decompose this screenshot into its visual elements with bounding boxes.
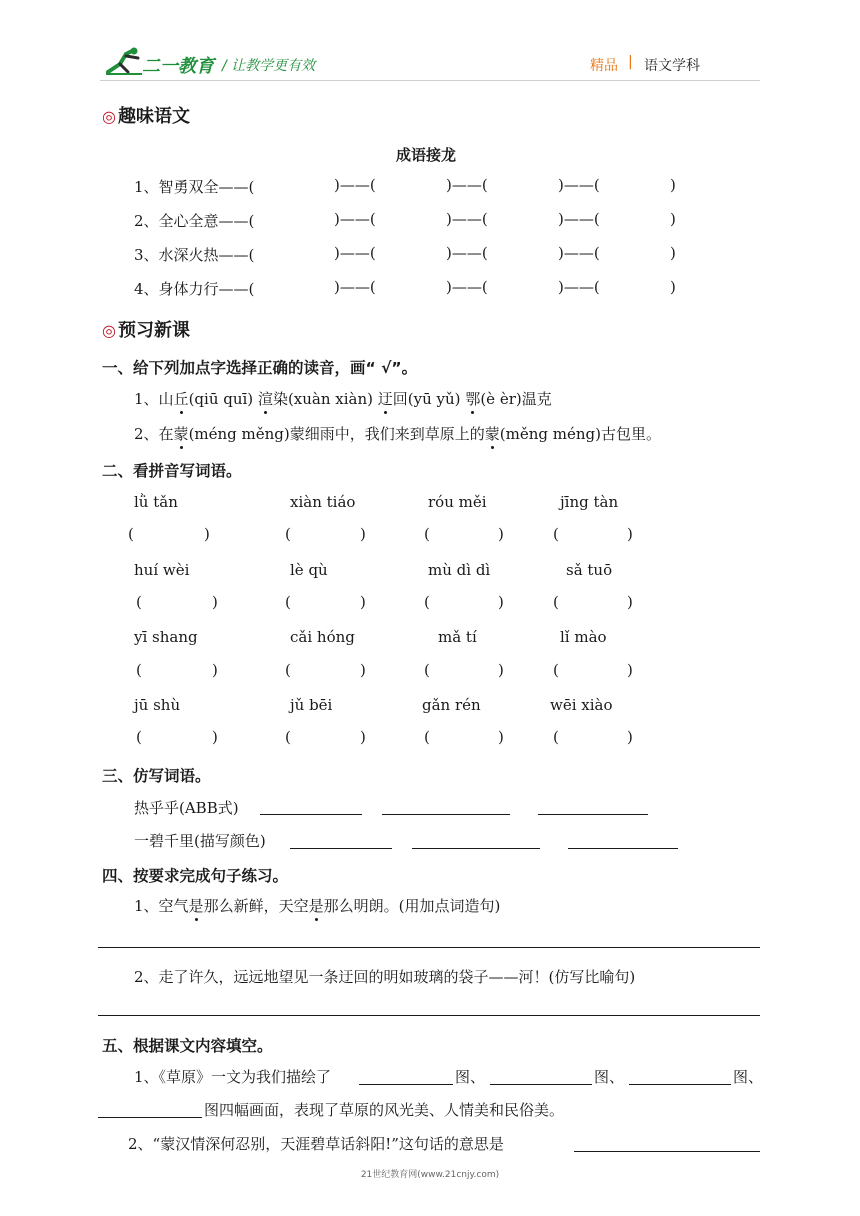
pinyin-cell: róu měi <box>428 493 487 511</box>
idiom-link: )——( <box>334 244 376 262</box>
answer-open: ( <box>553 525 559 543</box>
text: (měng méng)古包里。 <box>499 425 661 443</box>
text: (méng měng)蒙细雨中，我们来到草原上的 <box>188 425 485 443</box>
text: 1、空气 <box>134 897 189 915</box>
answer-line[interactable] <box>98 947 760 948</box>
answer-blank[interactable] <box>629 1084 731 1085</box>
answer-blank[interactable] <box>359 1084 453 1085</box>
answer-close: ) <box>498 728 504 746</box>
answer-open: ( <box>553 593 559 611</box>
idiom-link: )——( <box>334 278 376 296</box>
text: 图、 <box>594 1068 625 1086</box>
dotted-char: 蒙 <box>173 425 189 443</box>
answer-open: ( <box>424 525 430 543</box>
idiom-link: )——( <box>446 210 488 228</box>
idiom-end: ) <box>670 278 676 296</box>
answer-open: ( <box>424 593 430 611</box>
answer-open: ( <box>136 593 142 611</box>
idiom-start: 2、全心全意——( <box>134 212 255 230</box>
part1-title: 一、给下列加点字选择正确的读音，画“ √”。 <box>102 359 418 377</box>
pinyin-cell: gǎn rén <box>422 696 481 714</box>
answer-blank[interactable] <box>574 1151 760 1152</box>
dotted-char: 是 <box>188 897 204 915</box>
part3-title: 三、仿写词语。 <box>102 767 211 785</box>
answer-close: ) <box>360 661 366 679</box>
section-fun-title <box>102 102 190 128</box>
dotted-char: 是 <box>308 897 324 915</box>
section-preview-title-text: 预习新课 <box>117 320 190 341</box>
answer-open: ( <box>136 661 142 679</box>
idiom-start: 3、水深火热——( <box>134 246 255 264</box>
idiom-end: ) <box>670 244 676 262</box>
answer-close: ) <box>627 525 633 543</box>
section-fun-title-text: 趣味语文 <box>117 106 190 127</box>
answer-close: ) <box>360 525 366 543</box>
answer-close: ) <box>498 661 504 679</box>
header-rule <box>100 80 760 81</box>
answer-close: ) <box>212 593 218 611</box>
part1-line1 <box>134 388 552 409</box>
pinyin-cell: jǔ bēi <box>290 696 333 714</box>
answer-open: ( <box>285 593 291 611</box>
pinyin-cell: mù dì dì <box>428 561 491 579</box>
idiom-start: 4、身体力行——( <box>134 280 255 298</box>
idiom-link: )——( <box>558 244 600 262</box>
text: 那么新鲜，天空 <box>203 897 309 915</box>
text: 染(xuàn xiàn) <box>272 390 378 408</box>
text: 图、 <box>733 1068 764 1086</box>
answer-open: ( <box>128 525 134 543</box>
answer-blank[interactable] <box>490 1084 592 1085</box>
pinyin-cell: mǎ tí <box>438 628 477 646</box>
answer-open: ( <box>285 525 291 543</box>
target-icon: ◎ <box>102 321 116 340</box>
section-preview-title <box>102 316 190 342</box>
idiom-link: )——( <box>334 176 376 194</box>
answer-close: ) <box>627 728 633 746</box>
idiom-link: )——( <box>446 244 488 262</box>
answer-close: ) <box>498 525 504 543</box>
header-slogan: / 让教学更有效 <box>222 58 316 74</box>
idiom-link: )——( <box>558 210 600 228</box>
pinyin-cell: sǎ tuō <box>566 561 613 579</box>
answer-blank[interactable] <box>412 848 540 849</box>
answer-open: ( <box>285 728 291 746</box>
text: 1、《草原》一文为我们描绘了 <box>134 1068 332 1086</box>
text: (è èr)温克 <box>480 390 552 408</box>
answer-close: ) <box>627 593 633 611</box>
header-subject: 语文学科 <box>644 58 700 74</box>
pinyin-cell: yī shang <box>134 628 198 646</box>
pinyin-cell: huí wèi <box>134 561 190 579</box>
answer-close: ) <box>212 661 218 679</box>
pinyin-cell: cǎi hóng <box>290 628 355 646</box>
answer-blank[interactable] <box>538 814 648 815</box>
dotted-char: 丘 <box>173 390 189 408</box>
answer-blank[interactable] <box>260 814 362 815</box>
dotted-char: 渲 <box>257 390 273 408</box>
dotted-char: 迂 <box>377 390 393 408</box>
text: 回(yū yǔ) <box>392 390 466 408</box>
part5-q1-line1 <box>134 1066 331 1087</box>
text: 那么明朗。(用加点词造句) <box>323 897 501 915</box>
answer-close: ) <box>627 661 633 679</box>
idiom-end: ) <box>670 210 676 228</box>
dotted-char: 鄂 <box>465 390 481 408</box>
pinyin-cell: jū shù <box>134 696 181 714</box>
pinyin-cell: jīng tàn <box>560 493 619 511</box>
idiom-subtitle: 成语接龙 <box>396 146 457 164</box>
answer-blank[interactable] <box>568 848 678 849</box>
pinyin-cell: lè qù <box>290 561 328 579</box>
answer-open: ( <box>424 661 430 679</box>
target-icon: ◎ <box>102 107 116 126</box>
part5-q1-line2: 图四幅画面，表现了草原的风光美、人情美和民俗美。 <box>204 1101 565 1119</box>
runner-logo-icon <box>104 46 144 78</box>
header-brand-label: 精品 <box>590 58 618 74</box>
idiom-link: )——( <box>558 176 600 194</box>
answer-close: ) <box>360 728 366 746</box>
text: 2、在 <box>134 425 174 443</box>
idiom-link: )——( <box>334 210 376 228</box>
footer-text: 21世纪教育网(www.21cnjy.com) <box>360 1170 500 1180</box>
logo-text: 二一教育 <box>142 56 214 77</box>
idiom-end: ) <box>670 176 676 194</box>
answer-blank[interactable] <box>290 848 392 849</box>
part4-title: 四、按要求完成句子练习。 <box>102 867 289 885</box>
answer-open: ( <box>285 661 291 679</box>
idiom-start: 1、智勇双全——( <box>134 178 255 196</box>
idiom-link: )——( <box>446 278 488 296</box>
answer-close: ) <box>204 525 210 543</box>
answer-close: ) <box>360 593 366 611</box>
answer-close: ) <box>498 593 504 611</box>
text: (qiū quī) <box>188 390 258 408</box>
answer-line[interactable] <box>98 1015 760 1016</box>
answer-open: ( <box>136 728 142 746</box>
answer-blank[interactable] <box>98 1117 202 1118</box>
dotted-char: 蒙 <box>484 425 500 443</box>
idiom-link: )——( <box>446 176 488 194</box>
part5-q2: 2、“蒙汉情深何忍别，天涯碧草话斜阳!”这句话的意思是 <box>128 1135 504 1153</box>
pinyin-cell: lǐ mào <box>560 628 607 646</box>
pinyin-cell: wēi xiào <box>550 696 613 714</box>
part1-line2 <box>134 423 661 444</box>
text: 图、 <box>455 1068 486 1086</box>
part3-line2-label: 一碧千里(描写颜色) <box>134 832 266 850</box>
part2-title: 二、看拼音写词语。 <box>102 462 242 480</box>
header-divider: | <box>628 54 633 70</box>
part3-line1-label: 热乎乎(ABB式) <box>134 799 239 817</box>
text: 1、山 <box>134 390 174 408</box>
part5-title: 五、根据课文内容填空。 <box>102 1037 273 1055</box>
answer-open: ( <box>553 661 559 679</box>
answer-open: ( <box>553 728 559 746</box>
pinyin-cell: lǜ tǎn <box>134 493 178 511</box>
part4-q2: 2、走了许久，远远地望见一条迂回的明如玻璃的袋子——河！(仿写比喻句) <box>134 968 636 986</box>
header-logo <box>104 46 222 80</box>
part4-q1 <box>134 895 500 916</box>
pinyin-cell: xiàn tiáo <box>290 493 356 511</box>
answer-close: ) <box>212 728 218 746</box>
idiom-link: )——( <box>558 278 600 296</box>
answer-open: ( <box>424 728 430 746</box>
answer-blank[interactable] <box>382 814 510 815</box>
